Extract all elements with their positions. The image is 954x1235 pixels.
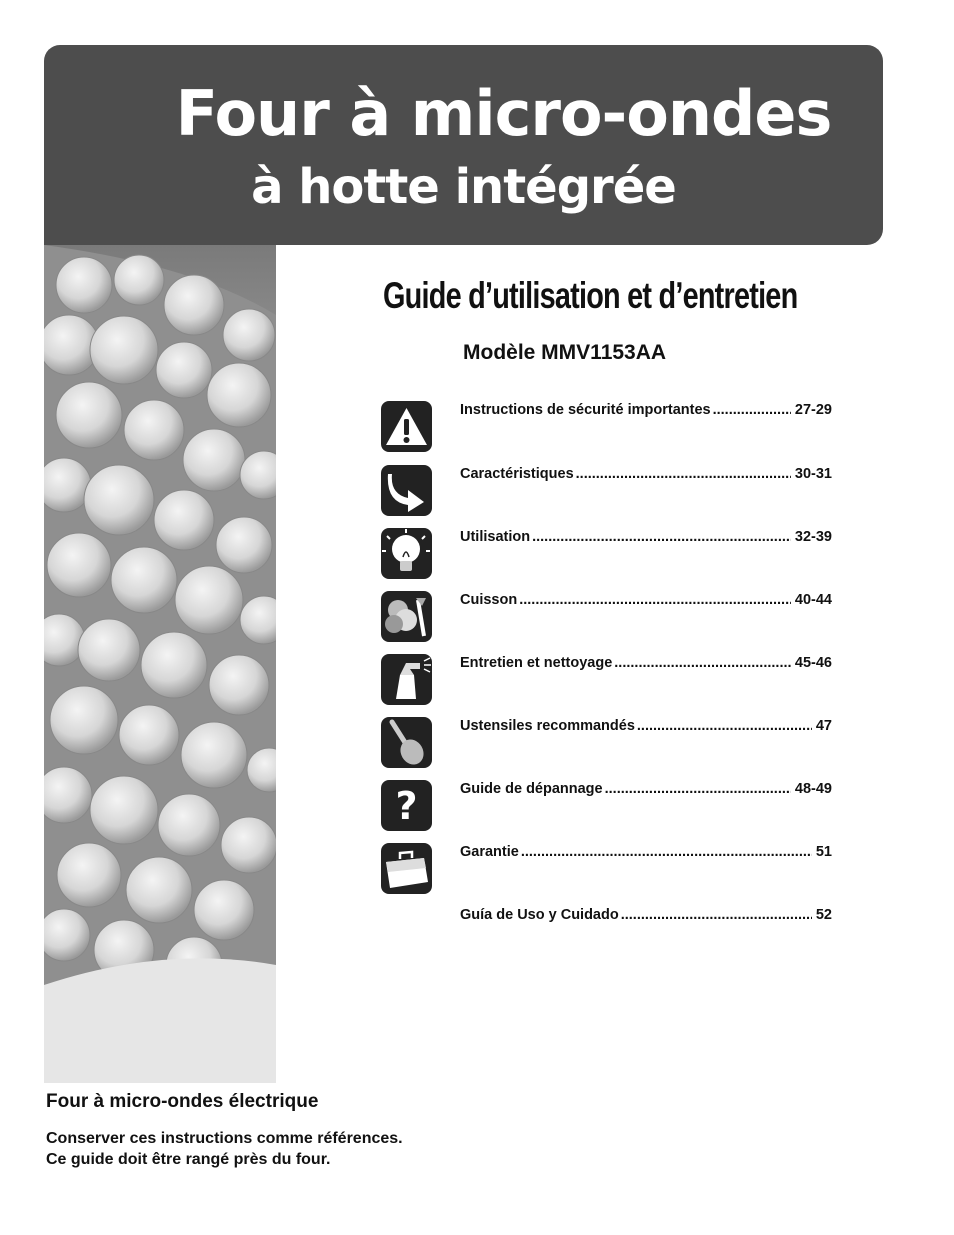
toc-label: Caractéristiques	[460, 466, 574, 482]
toc-pages: 48-49	[794, 781, 832, 797]
popcorn-photo	[44, 245, 276, 1083]
toc-pages: 45-46	[794, 655, 832, 671]
toc-row-warranty[interactable]	[380, 842, 840, 894]
toc-label: Instructions de sécurité importantes	[460, 402, 711, 418]
toc-label: Guía de Uso y Cuidado	[460, 907, 619, 923]
toc-pages: 52	[815, 907, 832, 923]
question-icon	[380, 779, 433, 832]
spoon-icon	[380, 716, 433, 769]
toc-row-features[interactable]	[380, 464, 840, 516]
toc-label: Garantie	[460, 844, 519, 860]
footer-note-line-1: Conserver ces instructions comme références.	[46, 1130, 403, 1147]
footer-note-line-2: Ce guide doit être rangé près du four.	[46, 1151, 331, 1168]
lightbulb-icon	[380, 527, 433, 580]
title-line-2: à hotte intégrée	[251, 159, 676, 215]
toc-label: Ustensiles recommandés	[460, 718, 635, 734]
toc-label: Cuisson	[460, 592, 518, 608]
footer-note	[46, 1128, 403, 1170]
toc-pages: 30-31	[794, 466, 832, 482]
toolbox-icon	[380, 842, 433, 895]
toc-pages: 47	[815, 718, 832, 734]
model-number: Modèle MMV1153AA	[463, 341, 667, 364]
toc-label: Utilisation	[460, 529, 531, 545]
toc-pages: 32-39	[794, 529, 832, 545]
toc-pages: 51	[815, 844, 832, 860]
spray-icon	[380, 653, 433, 706]
svg-text:?: ?	[395, 784, 418, 828]
toc-label: Entretien et nettoyage	[460, 655, 613, 671]
title-line-1: Four à micro-ondes	[175, 77, 832, 150]
page-corner	[276, 245, 316, 285]
toc-pages: 40-44	[794, 592, 832, 608]
guide-title: Guide d’utilisation et d’entretien	[383, 275, 798, 316]
title-banner	[44, 45, 883, 245]
toc-row-usage[interactable]	[380, 527, 840, 579]
food-icon	[380, 590, 433, 643]
toc-row-utensils[interactable]	[380, 716, 840, 768]
warning-icon	[380, 400, 433, 453]
toc-row-cooking[interactable]	[380, 590, 840, 642]
toc-label: Guide de dépannage	[460, 781, 603, 797]
toc-row-spanish-guide[interactable]	[380, 905, 840, 957]
arrow-icon	[380, 464, 433, 517]
toc-row-troubleshooting[interactable]	[380, 779, 840, 831]
footer-title: Four à micro-ondes électrique	[46, 1091, 319, 1112]
toc-row-safety[interactable]	[380, 400, 840, 452]
toc-row-care[interactable]	[380, 653, 840, 705]
toc-pages: 27-29	[794, 402, 832, 418]
